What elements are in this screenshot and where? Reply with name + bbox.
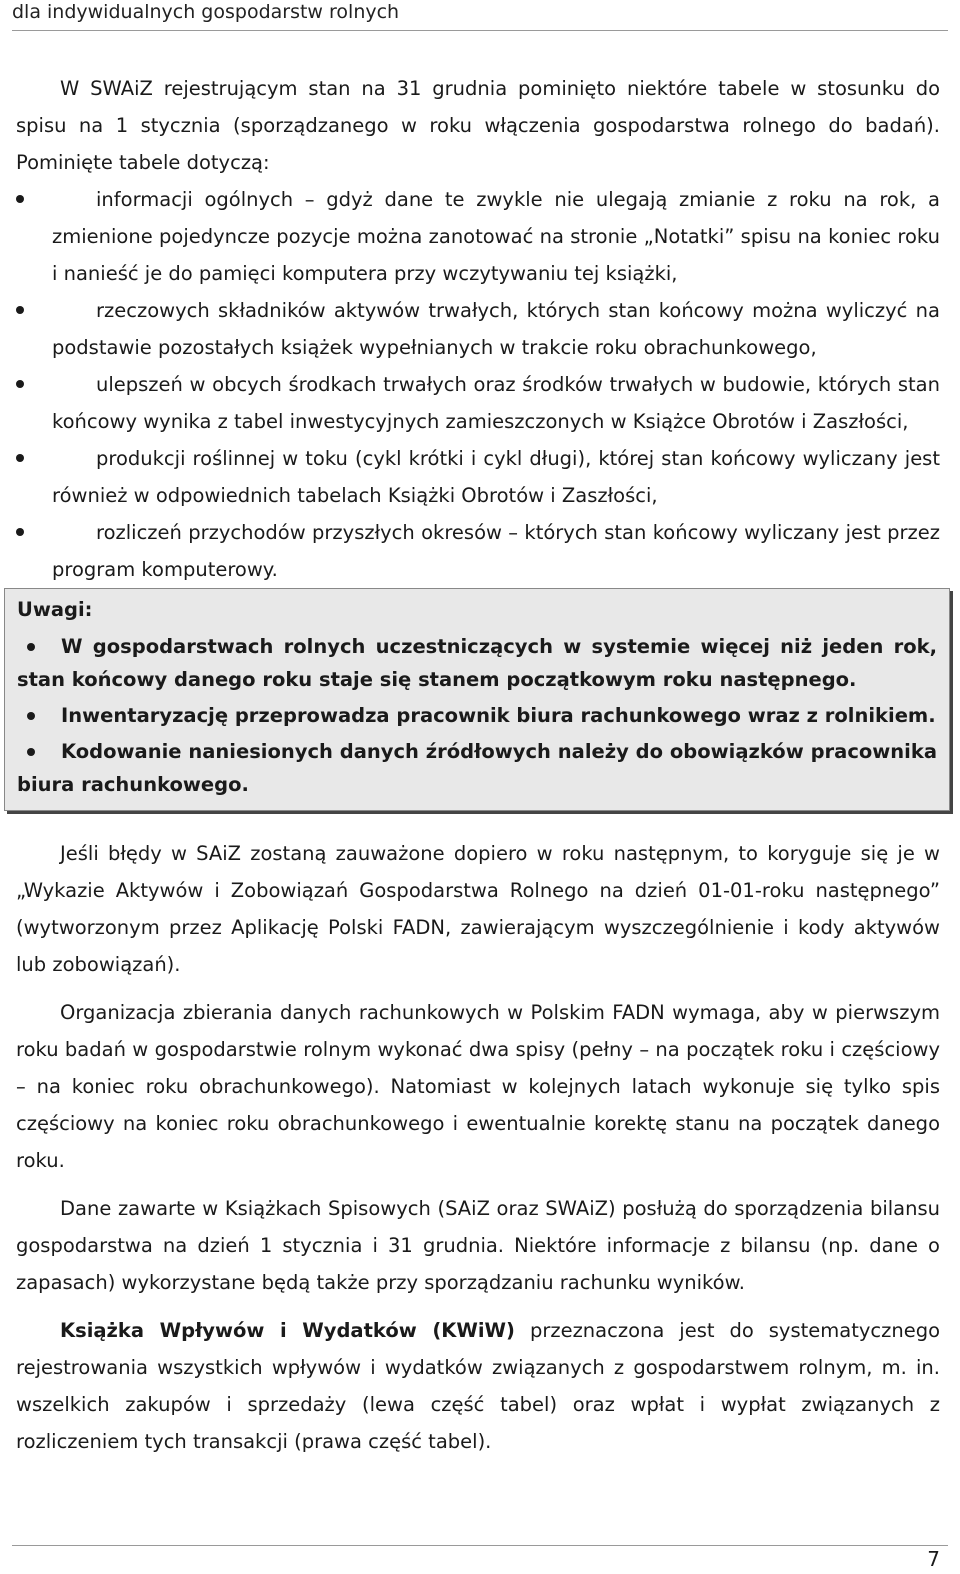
- notes-box: [4, 588, 950, 811]
- list-item-text: produkcji roślinnej w toku (cykl krótki i cykl długi), której stan końcowy wyliczany jest również w odpowiednich tabelach Książki Obrotów i Zaszłości,: [52, 447, 940, 507]
- list-item: [16, 292, 940, 366]
- bullet-icon: [27, 643, 35, 651]
- notes-list: [17, 630, 937, 801]
- list-item-text: informacji ogólnych – gdyż dane te zwykle nie ulegają zmianie z roku na rok, a zmienione pojedyncze pozycje można zanotować na stronie „Notatki” spisu na koniec roku i nanieść je do pamięci komputera przy wczytywaniu tej książki,: [52, 188, 940, 285]
- list-item-text: rzeczowych składników aktywów trwałych, których stan końcowy można wyliczyć na podstawie pozostałych książek wypełnianych w trakcie roku obrachunkowego,: [52, 299, 940, 359]
- list-item-text: rozliczeń przychodów przyszłych okresów – których stan końcowy wyliczany jest przez program komputerowy.: [52, 521, 940, 581]
- omitted-tables-list: [16, 181, 940, 588]
- paragraph-inventory-books: Dane zawarte w Książkach Spisowych (SAiZ oraz SWAiZ) posłużą do sporządzenia bilansu gospodarstwa na dzień 1 stycznia i 31 grudnia. Niektóre informacje z bilansu (np. dane o zapasach) wykorzystane będą także przy sporządzaniu rachunku wyników.: [16, 1197, 940, 1294]
- paragraph-errors-correction: Jeśli błędy w SAiZ zostaną zauważone dopiero w roku następnym, to koryguje się je w „Wykazie Aktywów i Zobowiązań Gospodarstwa Rolnego na dzień 01-01-roku następnego” (wytworzonym przez Aplikację Polski FADN, zawierającym wyszczególnienie i kody aktywów lub zobowiązań).: [16, 842, 940, 976]
- note-item: [17, 735, 937, 801]
- notes-title: Uwagi:: [17, 598, 93, 621]
- footer-divider: [12, 1545, 948, 1546]
- bullet-icon: [16, 380, 24, 388]
- bullet-icon: [27, 748, 35, 756]
- kwiw-description: przeznaczona jest do systematycznego rejestrowania wszystkich wpływów i wydatków związanych z gospodarstwem rolnym, m. in. wszelkich zakupów i sprzedaży (lewa część tabel) oraz wpłat i wypłat związanych z rozliczeniem tych transakcji (prawa część tabel).: [16, 1319, 940, 1453]
- kwiw-term: Książka Wpływów i Wydatków (KWiW): [60, 1319, 515, 1342]
- bullet-icon: [16, 195, 24, 203]
- note-item: [17, 699, 937, 732]
- bullet-icon: [16, 528, 24, 536]
- note-item-text: W gospodarstwach rolnych uczestniczących w systemie więcej niż jeden rok, stan końcowy danego roku staje się stanem początkowym roku następnego.: [17, 635, 937, 691]
- paragraph-data-collection: Organizacja zbierania danych rachunkowych w Polskim FADN wymaga, aby w pierwszym roku badań w gospodarstwie rolnym wykonać dwa spisy (pełny – na początek roku i częściowy – na koniec roku obrachunkowego). Natomiast w kolejnych latach wykonuje się tylko spis częściowy na koniec roku obrachunkowego i ewentualnie korektę stanu na początek danego roku.: [16, 1001, 940, 1172]
- paragraph-kwiw: [16, 1312, 940, 1460]
- note-item-text: Kodowanie naniesionych danych źródłowych należy do obowiązków pracownika biura rachunkowego.: [17, 740, 937, 796]
- note-item: [17, 630, 937, 696]
- bullet-icon: [16, 306, 24, 314]
- bullet-icon: [16, 454, 24, 462]
- list-item-text: ulepszeń w obcych środkach trwałych oraz środków trwałych w budowie, których stan końcowy wynika z tabel inwestycyjnych zamieszczonych w Książce Obrotów i Zaszłości,: [52, 373, 940, 433]
- list-item: [16, 440, 940, 514]
- list-item: [16, 514, 940, 588]
- header-divider: [12, 30, 948, 31]
- list-item: [16, 181, 940, 292]
- note-item-text: Inwentaryzację przeprowadza pracownik biura rachunkowego wraz z rolnikiem.: [61, 704, 936, 727]
- list-item: [16, 366, 940, 440]
- intro-paragraph: W SWAiZ rejestrującym stan na 31 grudnia pominięto niektóre tabele w stosunku do spisu na 1 stycznia (sporządzanego w roku włączenia gospodarstwa rolnego do badań). Pominięte tabele dotyczą:: [16, 77, 940, 174]
- running-header: dla indywidualnych gospodarstw rolnych: [12, 1, 400, 23]
- page-number: 7: [927, 1547, 940, 1571]
- page-content: [16, 70, 940, 1460]
- bullet-icon: [27, 712, 35, 720]
